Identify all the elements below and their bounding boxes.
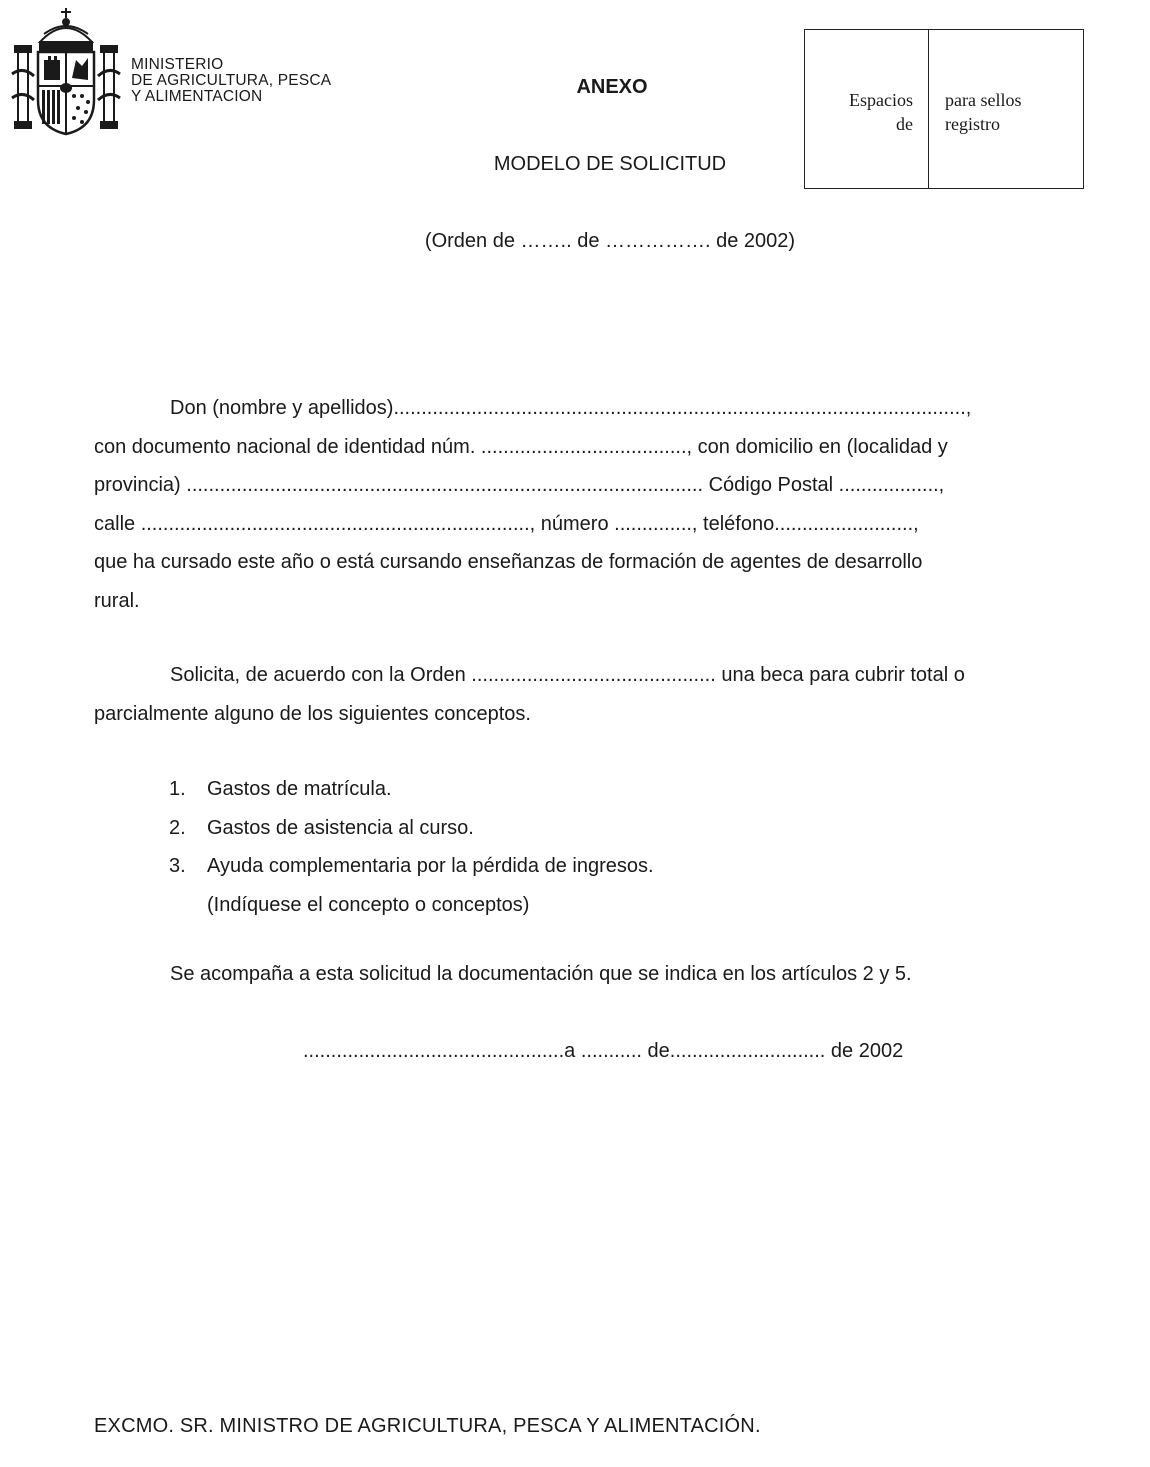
- request-paragraph: [94, 656, 1130, 733]
- place-date-line: ...............................................a ........... de............................ de 2002: [303, 1040, 904, 1062]
- list-item-text: Gastos de matrícula.: [207, 778, 392, 800]
- annex-title: ANEXO: [576, 76, 648, 98]
- ministry-name: [131, 57, 331, 105]
- list-item-text: Ayuda complementaria por la pérdida de ingresos.: [207, 855, 654, 877]
- stamp-box-divider: [928, 30, 929, 188]
- stamp-right-line-1: para sellos: [945, 90, 1022, 110]
- applicant-line-id: con documento nacional de identidad núm. ....................................., con domicilio en (localidad y: [94, 435, 948, 458]
- attachment-statement: Se acompaña a esta solicitud la documentación que se indica en los artículos 2 y 5.: [170, 963, 912, 985]
- coat-of-arms-icon: [10, 4, 122, 138]
- stamp-right-line-2: registro: [945, 114, 1000, 134]
- applicant-line-street: calle ......................................................................, número .............., teléfono.........................,: [94, 512, 919, 535]
- ministry-line-3: Y ALIMENTACION: [131, 88, 263, 105]
- list-item: [169, 847, 654, 886]
- request-line-1: Solicita, de acuerdo con la Orden ............................................ una beca para cubrir total o: [170, 664, 965, 686]
- concepts-list: [169, 770, 654, 924]
- ministry-line-2: DE AGRICULTURA, PESCA: [131, 72, 332, 89]
- stamp-box-left-text: [849, 88, 913, 136]
- applicant-line-end: rural.: [94, 589, 140, 612]
- list-item-number: 2.: [169, 816, 186, 839]
- applicant-line-province: provincia) ............................................................................................. Código Postal ..................,: [94, 474, 945, 496]
- order-reference: (Orden de …….. de ……………. de 2002): [424, 230, 796, 252]
- list-item: [169, 809, 654, 848]
- registry-stamp-box: [804, 29, 1084, 189]
- applicant-line-name: Don (nombre y apellidos).......................................................................................................,: [170, 397, 972, 419]
- stamp-box-right-text: [945, 88, 1021, 136]
- list-item: [169, 770, 654, 809]
- list-item-number: 1.: [169, 778, 186, 800]
- addressee: EXCMO. SR. MINISTRO DE AGRICULTURA, PESCA Y ALIMENTACIÓN.: [94, 1415, 761, 1437]
- request-line-2: parcialmente alguno de los siguientes conceptos.: [94, 702, 531, 725]
- concepts-note: (Indíquese el concepto o conceptos): [207, 893, 530, 916]
- stamp-left-line-1: Espacios: [849, 90, 913, 110]
- form-title: MODELO DE SOLICITUD: [493, 153, 727, 175]
- stamp-left-line-2: de: [896, 114, 913, 134]
- applicant-paragraph: [94, 389, 1130, 620]
- list-item-text: Gastos de asistencia al curso.: [207, 816, 474, 839]
- list-item-number: 3.: [169, 855, 186, 877]
- ministry-line-1: MINISTERIO: [131, 56, 224, 73]
- applicant-line-studies: que ha cursado este año o está cursando enseñanzas de formación de agentes de desarrollo: [94, 551, 923, 573]
